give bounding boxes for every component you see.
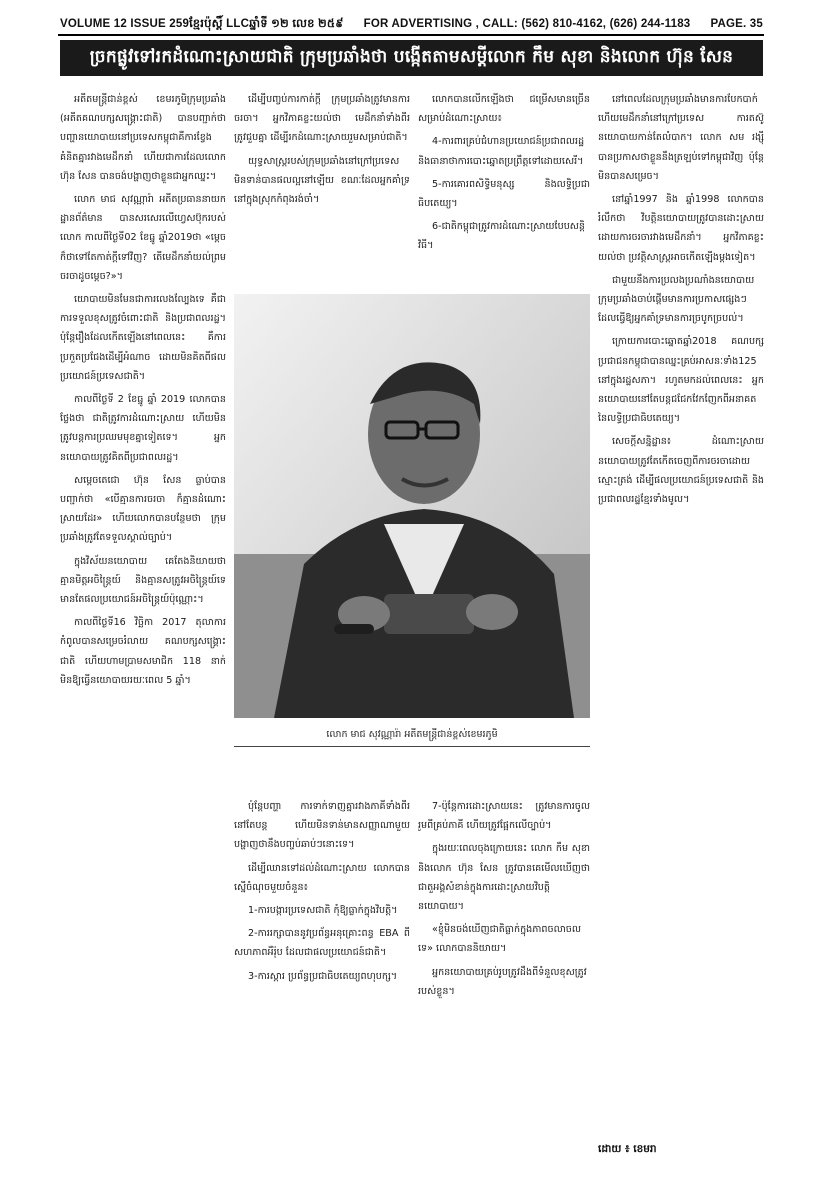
paragraph: ជាមួយនឹងការប្រលងប្រណាំងនយោបាយ ក្រុមប្រឆាំងចាប់ផ្ដើមមានការប្រកាសផ្សេងៗ ដែលធ្វើឱ្យអ្នកគាំទ្រមានការច្របូកច្របល់។ [598, 274, 755, 325]
paragraph: យុទ្ធសាស្ត្ររបស់ក្រុមប្រឆាំងនៅក្រៅប្រទេសមិនទាន់បានផលល្អនៅឡើយ ខណៈដែលអ្នកគាំទ្រនៅក្នុងស្រុកកំពុងរង់ចាំ។ [234, 155, 410, 206]
paragraph: 5-ការគោរពសិទ្ធិមនុស្ស និងលទ្ធិប្រជាធិបតេយ្យ។ [418, 178, 590, 210]
paragraph: យោបាយ​មិនមែនជាការលេងល្បែងទេ គឺជាការទទួលខុសត្រូវចំពោះជាតិ និងប្រជាពលរដ្ឋ។ ប៉ុន្តែរឿងដែលកើតឡើងនៅពេលនេះ គឺការប្រកួតប្រជែងដើម្បីអំណាច ដោយមិនគិតពីផលប្រយោជន៍ប្រទេសជាតិ។ [60, 294, 226, 382]
paragraph: 4-ការពារគ្រប់ជំហានប្រយោជន៍ប្រជាពលរដ្ឋ និងធានាថាការបោះឆ្នោតប្រព្រឹត្តទៅដោយសេរី។ [418, 136, 585, 167]
paragraph: សម្ដេចតេជោ ហ៊ុន សែន ធ្លាប់បានបញ្ជាក់ថា «បើគ្មានការចរចា ក៏គ្មានដំណោះស្រាយដែរ» ហើយលោកបានបន្ថែមថា ក្រុមប្រឆាំងត្រូវតែទទួលស្គាល់ច្បាប់។ [60, 474, 226, 544]
issue-khmer: ឆ្នាំទី ១២ លេខ ២៥៩ [249, 17, 344, 30]
column-3-top [418, 90, 590, 286]
column-2-bottom [234, 797, 410, 1157]
paragraph: 3-ការស្ដារ ប្រព័ន្ធប្រជាធិបតេយ្យពហុបក្ស។ [248, 970, 398, 982]
paragraph: 7-ប៉ុន្តែការដោះស្រាយនេះ ត្រូវមានការចូលរួមពីគ្រប់ភាគី ហើយត្រូវផ្អែកលើច្បាប់។ [418, 801, 590, 832]
column-1 [60, 90, 226, 1120]
paragraph: 6-ជាតិកម្ពុជាត្រូវការដំណោះស្រាយបែបសន្តិវិធី។ [418, 221, 586, 252]
photo-caption [234, 724, 590, 747]
paragraph: លោកបានលើកឡើងថា ជម្រើសមានច្រើនសម្រាប់ដំណោះស្រាយ៖ [418, 94, 590, 125]
headline-bar [60, 40, 763, 76]
paragraph: អតីតមន្ដ្រីជាន់ខ្ពស់ ខេមរភូមិក្រុមប្រឆាំង (អតីតគណបក្សសង្គ្រោះជាតិ) បានបញ្ជាក់ថា បញ្ហានយោបាយនៅប្រទេសកម្ពុជាគឺការខ្វែងគំនិតគ្នារវាងមេដឹកនាំ ហើយជាការដែលលោក ហ៊ុន សែន បានចង់បង្ហាញថាខ្លួនជាអ្នកឈ្នះ។ [60, 94, 226, 182]
byline [598, 1140, 764, 1160]
paragraph: កាលពីថ្ងៃទី16 វិច្ឆិកា 2017 តុលាការកំពូលបានសម្រេចរំលាយ គណបក្សសង្គ្រោះជាតិ ហើយហាមប្រាមសមាជិក 118 នាក់ មិនឱ្យធ្វើនយោបាយរយៈពេល 5 ឆ្នាំ។ [60, 617, 226, 686]
paragraph: នៅឆ្នាំ1997 និង ឆ្នាំ1998 លោកបានរំលឹកថា វិបត្តិនយោបាយត្រូវបានដោះស្រាយដោយការចរចារវាងមេដឹកនាំ។ អ្នកវិភាគខ្លះយល់ថា ប្រវត្តិសាស្ត្រអាចកើតឡើងម្ដងទៀត។ [598, 194, 764, 263]
headline: ច្រកផ្លូវទៅរកដំណោះស្រាយជាតិ ក្រុមប្រឆាំងថា បង្កើតតាមសម្ដីលោក កឹម សុខា និងលោក ហ៊ុន សែន [89, 46, 734, 67]
page-header [60, 14, 763, 34]
header-rule [58, 34, 764, 36]
caption-text: លោក មាជ សុវណ្ណារ៉ា អតីតមន្ដ្រីជាន់ខ្ពស់ខេមរភូមិ [326, 729, 498, 740]
volume-issue: VOLUME 12 ISSUE 259 [60, 18, 190, 30]
paragraph: ដើម្បីបញ្ចប់ការកាត់ក្ដី ក្រុមប្រឆាំងត្រូវមានការចរចា។ អ្នកវិភាគខ្លះយល់ថា មេដឹកនាំទាំងពីរត្រូវជួបគ្នា ដើម្បីរកដំណោះស្រាយរួមសម្រាប់ជាតិ។ [234, 94, 410, 144]
paragraph: អ្នកនយោបាយគ្រប់រូបត្រូវដឹងពីទំនួលខុសត្រូវរបស់ខ្លួន។ [418, 966, 587, 997]
advertising-contact: FOR ADVERTISING , CALL: (562) 810-4162, (626) 244-1183 [363, 18, 691, 30]
paragraph: ក្នុងវិស័យនយោបាយ គេតែងនិយាយថាគ្មានមិត្តអចិន្ត្រៃយ៍ និងគ្មានសត្រូវអចិន្ត្រៃយ៍ទេ មានតែផលប្រយោជន៍អចិន្ត្រៃយ៍ប៉ុណ្ណោះ។ [60, 555, 226, 606]
page-number: PAGE. 35 [710, 18, 763, 30]
paragraph: សេចក្ដីសន្និដ្ឋាន៖ ដំណោះស្រាយនយោបាយត្រូវតែកើតចេញពីការចរចាដោយស្មោះត្រង់ ដើម្បីផលប្រយោជន៍ប្រទេសជាតិ និងប្រជាពលរដ្ឋខ្មែរទាំងមូល។ [598, 436, 764, 506]
byline-text: ដោយ ៖ ខេមរា [598, 1142, 657, 1155]
paragraph: នៅពេលដែលក្រុមប្រឆាំងមានការបែកបាក់ ហើយមេដឹកនាំនៅក្រៅប្រទេស ការតស៊ូនយោបាយកាន់តែលំបាក។ លោក សម រង្ស៊ី បានប្រកាសថាខ្លួននឹងត្រឡប់ទៅកម្ពុជាវិញ ប៉ុន្តែមិនបានសម្រេច។ [598, 94, 764, 182]
paragraph: ដើម្បីឈានទៅដល់ដំណោះស្រាយ លោកបានស្នើចំណុចមួយចំនួន៖ [234, 862, 410, 893]
paragraph: ក្នុងរយៈពេលចុងក្រោយនេះ លោក កឹម សុខា និងលោក ហ៊ុន សែន ត្រូវបានគេមើលឃើញថាជាតួអង្គសំខាន់ក្នុងការដោះស្រាយវិបត្តិនយោបាយ។ [418, 843, 590, 913]
paragraph: ក្រោយការបោះឆ្នោតឆ្នាំ2018 គណបក្សប្រជាជនកម្ពុជាបានឈ្នះគ្រប់អាសនៈទាំង125 នៅក្នុងរដ្ឋសភា។ រហូតមកដល់ពេលនេះ អ្នកនយោបាយនៅតែបន្តជជែកវែកញែកពីអនាគតនៃលទ្ធិប្រជាធិបតេយ្យ។ [598, 336, 764, 425]
paragraph: «ខ្ញុំមិនចង់ឃើញជាតិធ្លាក់ក្នុងភាពចលាចលទេ» លោកបាននិយាយ។ [418, 924, 581, 955]
column-4 [598, 90, 764, 1132]
portrait-photo [234, 294, 590, 718]
column-3-bottom [418, 797, 590, 1157]
paragraph: 2-ការរក្សាបាននូវប្រព័ន្ធអនុគ្រោះពន្ធ EBA ពីសហភាពអឺរ៉ុប ដែលជាផលប្រយោជន៍ជាតិ។ [234, 928, 410, 959]
paragraph: 1-ការបង្ការប្រទេសជាតិ កុំឱ្យធ្លាក់ក្នុងវិបត្តិ។ [248, 905, 398, 917]
publisher-brand: ខ្មែរប៉ុស្ដិ៍ LLC [189, 17, 250, 30]
column-2-top [234, 90, 410, 286]
paragraph: កាលពីថ្ងៃទី 2 ខែធ្នូ ឆ្នាំ 2019 លោកបានថ្លែងថា ជាតិត្រូវការដំណោះស្រាយ ហើយមិនត្រូវបន្តការប្រឈមមុខគ្នាទៀតទេ។ អ្នកនយោបាយត្រូវគិតពីប្រជាពលរដ្ឋ។ [60, 394, 226, 463]
paragraph: ប៉ុន្តែបញ្ហា ការទាក់ទាញគ្នារវាងភាគីទាំងពីរ នៅតែបន្ត ហើយមិនទាន់មានសញ្ញាណាមួយបង្ហាញថានឹងបញ្ចប់ឆាប់ៗនោះទេ។ [234, 801, 410, 851]
photo-illustration [234, 294, 590, 718]
paragraph: លោក មាជ សុវណ្ណារ៉ា អតីតប្រធាននាយកដ្ឋានព័ត៌មាន បានសរសេរលើហ្វេសប៊ុករបស់លោក កាលពីថ្ងៃទី02 ខែធ្នូ ឆ្នាំ2019ថា «ម្ដេចក៏ថាទៅតែកាត់ក្ដីទៅវិញ? តើមេដឹកនាំយល់ព្រមចរចាដូចម្ដេច?»។ [60, 194, 226, 282]
